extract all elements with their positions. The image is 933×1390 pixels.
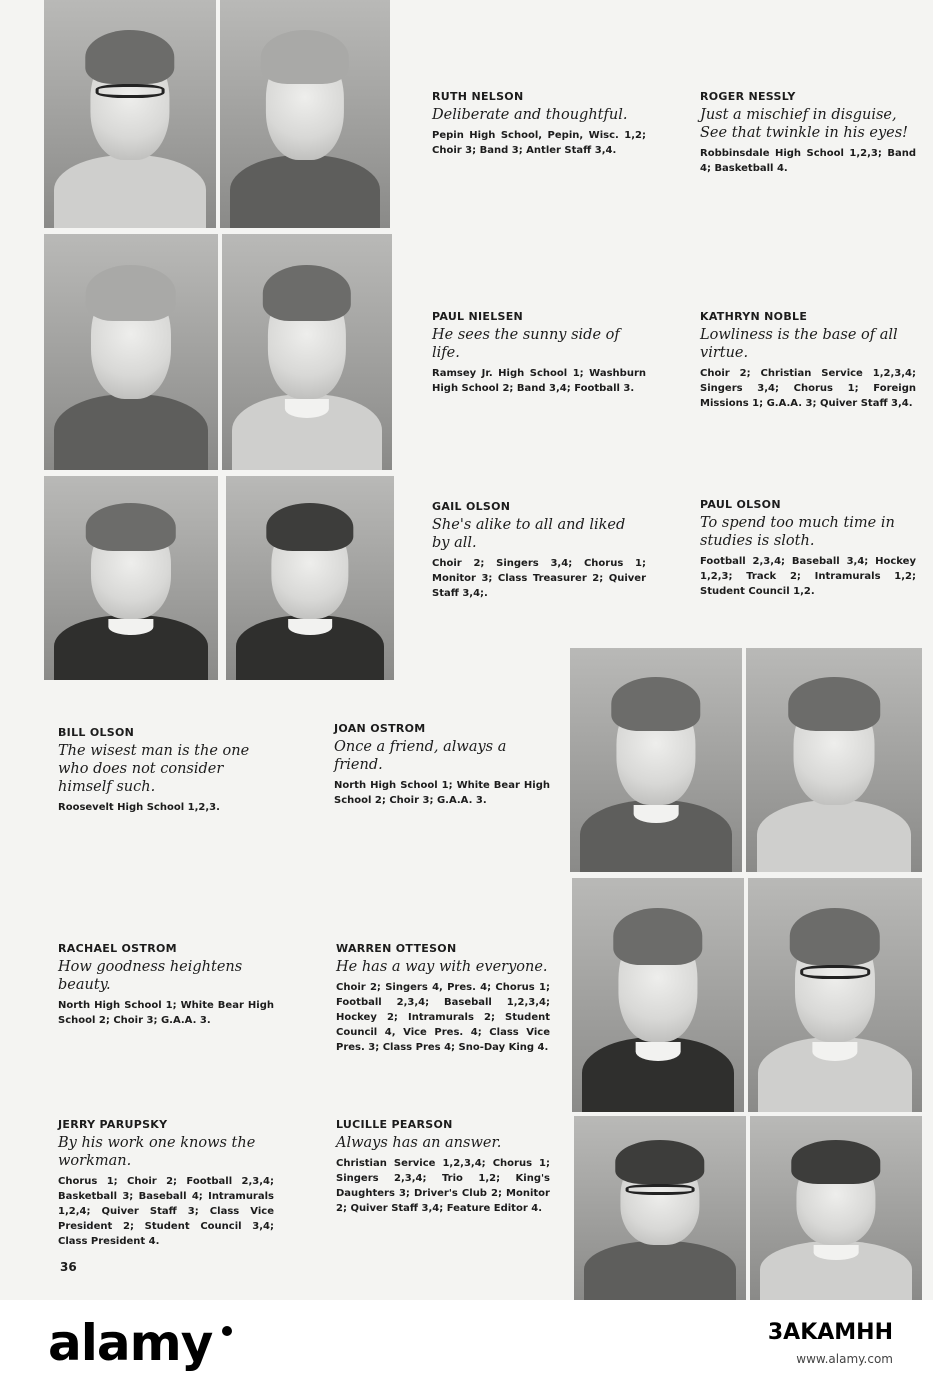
portrait-kathryn-noble bbox=[222, 234, 392, 470]
entry-rachael-ostrom bbox=[58, 942, 274, 1028]
student-activities: Choir 2; Singers 3,4; Chorus 1; Monitor 3; Class Treasurer 2; Quiver Staff 3,4;. bbox=[432, 558, 646, 599]
entry-ruth-nelson bbox=[432, 90, 646, 158]
portrait-rachael-ostrom bbox=[572, 878, 744, 1112]
watermark-url: www.alamy.com bbox=[796, 1352, 893, 1366]
portrait-warren-otteson bbox=[748, 878, 922, 1112]
student-activities: North High School 1; White Bear High School 2; Choir 3; G.A.A. 3. bbox=[334, 780, 550, 806]
student-name: WARREN OTTESON bbox=[336, 942, 457, 955]
page-number: 36 bbox=[60, 1260, 77, 1274]
watermark-footer bbox=[0, 1300, 933, 1390]
entry-lucille-pearson bbox=[336, 1118, 550, 1216]
student-activities: Choir 2; Singers 4, Pres. 4; Chorus 1; Football 2,3,4; Baseball 1,2,3,4; Hockey 2; Intramurals 2; Student Council 4, Vice Pres. 4; Class Vice Pres. 3; Class Pres 4; Sno-Day King 4. bbox=[336, 982, 550, 1053]
student-motto: To spend too much time in studies is sloth. bbox=[700, 515, 895, 549]
portrait-roger-nessly bbox=[220, 0, 390, 228]
student-name: LUCILLE PEARSON bbox=[336, 1118, 453, 1131]
portrait-ruth-nelson bbox=[44, 0, 216, 228]
student-name: JERRY PARUPSKY bbox=[58, 1118, 168, 1131]
student-activities: Roosevelt High School 1,2,3. bbox=[58, 802, 220, 813]
student-motto: Once a friend, always a friend. bbox=[334, 739, 507, 773]
student-name: PAUL OLSON bbox=[700, 498, 781, 511]
student-name: GAIL OLSON bbox=[432, 500, 511, 513]
student-name: BILL OLSON bbox=[58, 726, 135, 739]
entry-bill-olson bbox=[58, 726, 274, 815]
watermark-image-code: 3AKAMHH bbox=[767, 1320, 893, 1345]
student-motto: Always has an answer. bbox=[336, 1135, 502, 1151]
watermark-brand: alamy bbox=[48, 1314, 213, 1372]
student-motto: The wisest man is the one who does not consider himself such. bbox=[58, 743, 250, 795]
student-name: RUTH NELSON bbox=[432, 90, 524, 103]
student-name: JOAN OSTROM bbox=[334, 722, 426, 735]
portrait-joan-ostrom bbox=[746, 648, 922, 872]
student-activities: Chorus 1; Choir 2; Football 2,3,4; Basketball 3; Baseball 4; Intramurals 1,2,4; Quiver Staff 3; Class Vice President 2; Student Council 3,4; Class President 4. bbox=[58, 1176, 274, 1247]
portrait-paul-nielsen bbox=[44, 234, 218, 470]
student-motto: He sees the sunny side of life. bbox=[432, 327, 620, 361]
brand-dot-icon bbox=[222, 1326, 232, 1336]
entry-gail-olson bbox=[432, 500, 646, 601]
student-motto: Just a mischief in disguise, See that twinkle in his eyes! bbox=[700, 107, 909, 141]
student-motto: She's alike to all and liked by all. bbox=[432, 517, 626, 551]
student-activities: Christian Service 1,2,3,4; Chorus 1; Singers 2,3,4; Trio 1,2; King's Daughters 3; Driver's Club 2; Monitor 2; Quiver Staff 3,4; Feature Editor 4. bbox=[336, 1158, 550, 1214]
entry-paul-olson bbox=[700, 498, 916, 599]
student-motto: Deliberate and thoughtful. bbox=[432, 107, 628, 123]
entry-warren-otteson bbox=[336, 942, 550, 1055]
student-activities: Pepin High School, Pepin, Wisc. 1,2; Choir 3; Band 3; Antler Staff 3,4. bbox=[432, 130, 646, 156]
student-motto: By his work one knows the workman. bbox=[58, 1135, 256, 1169]
student-activities: Ramsey Jr. High School 1; Washburn High School 2; Band 3,4; Football 3. bbox=[432, 368, 646, 394]
student-name: PAUL NIELSEN bbox=[432, 310, 524, 323]
student-motto: He has a way with everyone. bbox=[336, 959, 548, 975]
student-name: RACHAEL OSTROM bbox=[58, 942, 177, 955]
student-name: KATHRYN NOBLE bbox=[700, 310, 808, 323]
entry-joan-ostrom bbox=[334, 722, 550, 808]
entry-jerry-parupsky bbox=[58, 1118, 274, 1249]
portrait-paul-olson bbox=[226, 476, 394, 680]
entry-paul-nielsen bbox=[432, 310, 646, 396]
portrait-lucille-pearson bbox=[750, 1116, 922, 1300]
student-activities: North High School 1; White Bear High School 2; Choir 3; G.A.A. 3. bbox=[58, 1000, 274, 1026]
student-activities: Football 2,3,4; Baseball 3,4; Hockey 1,2,3; Track 2; Intramurals 1,2; Student Council 1,2. bbox=[700, 556, 916, 597]
portrait-jerry-parupsky bbox=[574, 1116, 746, 1300]
student-motto: Lowliness is the base of all virtue. bbox=[700, 327, 898, 361]
portrait-bill-olson bbox=[570, 648, 742, 872]
student-name: ROGER NESSLY bbox=[700, 90, 796, 103]
student-activities: Robbinsdale High School 1,2,3; Band 4; Basketball 4. bbox=[700, 148, 916, 174]
entry-kathryn-noble bbox=[700, 310, 916, 411]
entry-roger-nessly bbox=[700, 90, 916, 176]
portrait-gail-olson bbox=[44, 476, 218, 680]
student-motto: How goodness heightens beauty. bbox=[58, 959, 243, 993]
student-activities: Choir 2; Christian Service 1,2,3,4; Singers 3,4; Chorus 1; Foreign Missions 1; G.A.A. 3; Quiver Staff 3,4. bbox=[700, 368, 916, 409]
